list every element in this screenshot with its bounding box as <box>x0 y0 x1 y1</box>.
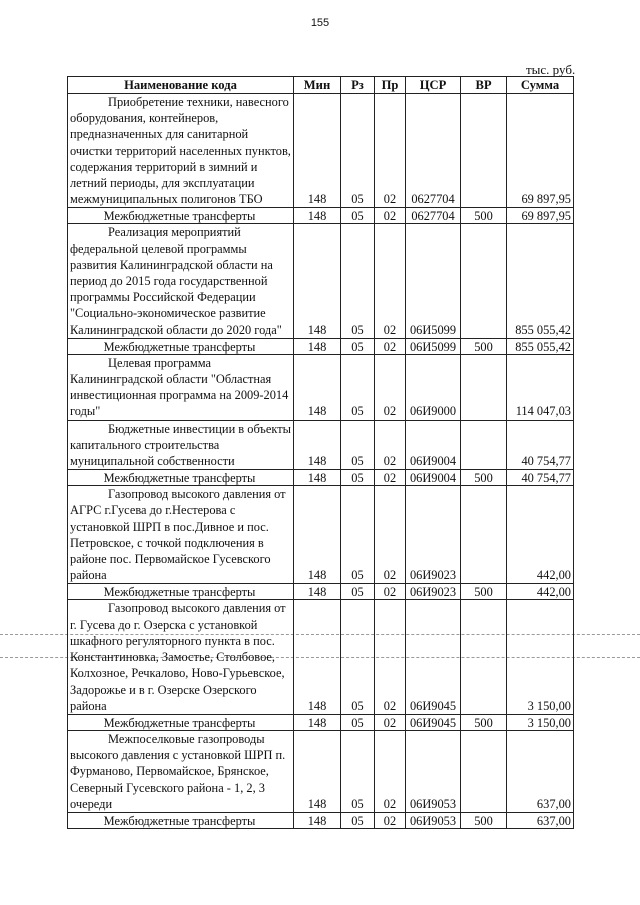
cell-vr <box>461 486 507 584</box>
cell-pr: 02 <box>375 486 406 584</box>
row-name-line: очереди <box>70 796 113 811</box>
row-name-line: инвестиционная программа на 2009-2014 <box>70 388 289 403</box>
row-name-line: муниципальной собственности <box>70 454 235 469</box>
cell-pr: 02 <box>375 584 406 600</box>
row-name-line: шкафного регуляторного пункта в пос. <box>70 633 275 648</box>
cell-vr <box>461 354 507 420</box>
cell-pr: 02 <box>375 420 406 470</box>
table-row <box>68 420 574 470</box>
row-name-line: федеральной целевой программы <box>70 241 247 256</box>
transfer-row <box>68 470 574 486</box>
row-name-line: Калининградской области до 2020 года" <box>70 322 282 337</box>
cell-vr: 500 <box>461 812 507 828</box>
header-csr: ЦСР <box>406 77 461 94</box>
row-name-line: капитального строительства <box>70 437 220 452</box>
cell-csr: 06И9045 <box>406 600 461 714</box>
cell-sum: 40 754,77 <box>507 470 574 486</box>
table-row <box>68 730 574 812</box>
cell-csr: 0627704 <box>406 94 461 208</box>
row-name-line: г. Гусева до г. Озерска с установкой <box>70 617 258 632</box>
cell-sum: 855 055,42 <box>507 224 574 338</box>
row-name-line: содержания территорий в зимний и <box>70 159 258 174</box>
row-name-line: предназначенных для санитарной <box>70 127 249 142</box>
row-name-line: района <box>70 698 107 713</box>
row-name <box>68 420 294 470</box>
cell-rz: 05 <box>341 730 375 812</box>
cell-vr: 500 <box>461 338 507 354</box>
cell-csr: 06И5099 <box>406 338 461 354</box>
cell-sum: 69 897,95 <box>507 208 574 224</box>
budget-table <box>67 76 574 829</box>
row-name-line: программы Российской Федерации <box>70 290 256 305</box>
row-name: Межбюджетные трансферты <box>68 584 294 600</box>
cell-vr: 500 <box>461 470 507 486</box>
cell-vr <box>461 600 507 714</box>
cell-pr: 02 <box>375 354 406 420</box>
row-name-line: Калининградской области "Областная <box>70 372 272 387</box>
header-sum: Сумма <box>507 77 574 94</box>
row-name-line: "Социально-экономическое развитие <box>70 306 266 321</box>
row-name <box>68 730 294 812</box>
cell-vr: 500 <box>461 584 507 600</box>
cell-csr: 06И9023 <box>406 584 461 600</box>
cell-min: 148 <box>294 208 341 224</box>
row-name-line: районе пос. Первомайское Гусевского <box>70 552 271 567</box>
row-name-line: Целевая программа <box>108 355 212 370</box>
cell-min: 148 <box>294 338 341 354</box>
cell-rz: 05 <box>341 224 375 338</box>
row-name: Межбюджетные трансферты <box>68 208 294 224</box>
cell-min: 148 <box>294 486 341 584</box>
page-number: 155 <box>310 17 330 29</box>
cell-vr <box>461 420 507 470</box>
cell-sum: 3 150,00 <box>507 600 574 714</box>
cell-pr: 02 <box>375 600 406 714</box>
cell-rz: 05 <box>341 584 375 600</box>
cell-min: 148 <box>294 600 341 714</box>
row-name-line: Газопровод высокого давления от <box>108 601 286 616</box>
header-min: Мин <box>294 77 341 94</box>
cell-vr: 500 <box>461 714 507 730</box>
row-name <box>68 94 294 208</box>
cell-min: 148 <box>294 584 341 600</box>
row-name-line: Северный Гусевского района - 1, 2, 3 <box>70 780 265 795</box>
cell-min: 148 <box>294 470 341 486</box>
cell-csr: 06И9000 <box>406 354 461 420</box>
cell-min: 148 <box>294 812 341 828</box>
cell-sum: 40 754,77 <box>507 420 574 470</box>
table-body <box>68 94 574 829</box>
cell-rz: 05 <box>341 486 375 584</box>
row-name-line: период до 2015 года государственной <box>70 274 268 289</box>
cell-rz: 05 <box>341 470 375 486</box>
row-name-line: Реализация мероприятий <box>108 225 241 240</box>
table-row <box>68 486 574 584</box>
cell-pr: 02 <box>375 208 406 224</box>
cell-sum: 637,00 <box>507 730 574 812</box>
row-name-line: Межпоселковые газопроводы <box>108 731 265 746</box>
row-name: Межбюджетные трансферты <box>68 470 294 486</box>
units-label: тыс. руб. <box>526 62 576 77</box>
cell-rz: 05 <box>341 600 375 714</box>
row-name <box>68 600 294 714</box>
cell-csr: 06И5099 <box>406 224 461 338</box>
cell-sum: 114 047,03 <box>507 354 574 420</box>
cell-csr: 06И9053 <box>406 730 461 812</box>
cell-pr: 02 <box>375 224 406 338</box>
cell-pr: 02 <box>375 730 406 812</box>
row-name <box>68 354 294 420</box>
cell-min: 148 <box>294 730 341 812</box>
cell-sum: 442,00 <box>507 486 574 584</box>
cell-pr: 02 <box>375 714 406 730</box>
row-name-line: Фурманово, Первомайское, Брянское, <box>70 764 269 779</box>
cell-csr: 06И9053 <box>406 812 461 828</box>
row-name-line: развития Калининградской области на <box>70 257 273 272</box>
row-name <box>68 486 294 584</box>
cell-sum: 69 897,95 <box>507 94 574 208</box>
row-name-line: годы" <box>70 404 101 419</box>
row-name-line: Бюджетные инвестиции в объекты <box>108 421 291 436</box>
row-name-line: высокого давления с установкой ШРП п. <box>70 748 286 763</box>
row-name <box>68 224 294 338</box>
row-name-line: Газопровод высокого давления от <box>108 487 286 502</box>
row-name-line: Приобретение техники, навесного <box>108 95 289 109</box>
cell-vr <box>461 730 507 812</box>
row-name-line: Задорожье и в г. Озерске Озерского <box>70 682 257 697</box>
header-rz: Рз <box>341 77 375 94</box>
table-row <box>68 354 574 420</box>
row-name-line: АГРС г.Гусева до г.Нестерова с <box>70 503 236 518</box>
row-name-line: установкой ШРП в пос.Дивное и пос. <box>70 519 269 534</box>
cell-rz: 05 <box>341 714 375 730</box>
row-name: Межбюджетные трансферты <box>68 714 294 730</box>
row-name-line: очистки территорий населенных пунктов, <box>70 143 291 158</box>
header-vr: ВР <box>461 77 507 94</box>
transfer-row <box>68 714 574 730</box>
cell-pr: 02 <box>375 94 406 208</box>
table-row <box>68 94 574 208</box>
row-name-line: межмуниципальных полигонов ТБО <box>70 192 263 207</box>
cell-rz: 05 <box>341 338 375 354</box>
transfer-row <box>68 208 574 224</box>
cell-pr: 02 <box>375 470 406 486</box>
cell-csr: 06И9023 <box>406 486 461 584</box>
cell-rz: 05 <box>341 354 375 420</box>
transfer-row <box>68 584 574 600</box>
row-name-line: Колхозное, Речкалово, Ново-Гурьевское, <box>70 666 285 681</box>
cell-min: 148 <box>294 714 341 730</box>
table-row <box>68 224 574 338</box>
cell-pr: 02 <box>375 812 406 828</box>
cell-min: 148 <box>294 94 341 208</box>
row-name-line: оборудования, контейнеров, <box>70 111 219 126</box>
row-name-line: района <box>70 568 107 583</box>
header-name: Наименование кода <box>68 77 294 94</box>
cell-min: 148 <box>294 420 341 470</box>
row-name-line: Петровское, с точкой подключения в <box>70 535 264 550</box>
row-name: Межбюджетные трансферты <box>68 338 294 354</box>
cell-min: 148 <box>294 354 341 420</box>
cell-sum: 442,00 <box>507 584 574 600</box>
cell-rz: 05 <box>341 812 375 828</box>
cell-sum: 3 150,00 <box>507 714 574 730</box>
cell-rz: 05 <box>341 94 375 208</box>
table-row <box>68 600 574 714</box>
cell-pr: 02 <box>375 338 406 354</box>
cell-csr: 06И9004 <box>406 470 461 486</box>
cell-min: 148 <box>294 224 341 338</box>
cell-csr: 06И9004 <box>406 420 461 470</box>
header-pr: Пр <box>375 77 406 94</box>
row-name-line: Константиновка, Замостье, Столбовое, <box>70 650 276 665</box>
cell-sum: 855 055,42 <box>507 338 574 354</box>
cell-csr: 06И9045 <box>406 714 461 730</box>
row-name: Межбюджетные трансферты <box>68 812 294 828</box>
transfer-row <box>68 338 574 354</box>
transfer-row <box>68 812 574 828</box>
cell-vr <box>461 94 507 208</box>
cell-vr <box>461 224 507 338</box>
cell-rz: 05 <box>341 208 375 224</box>
cell-vr: 500 <box>461 208 507 224</box>
row-name-line: летний периоды, для эксплуатации <box>70 176 255 191</box>
cell-rz: 05 <box>341 420 375 470</box>
cell-csr: 0627704 <box>406 208 461 224</box>
cell-sum: 637,00 <box>507 812 574 828</box>
table-header <box>68 77 574 94</box>
